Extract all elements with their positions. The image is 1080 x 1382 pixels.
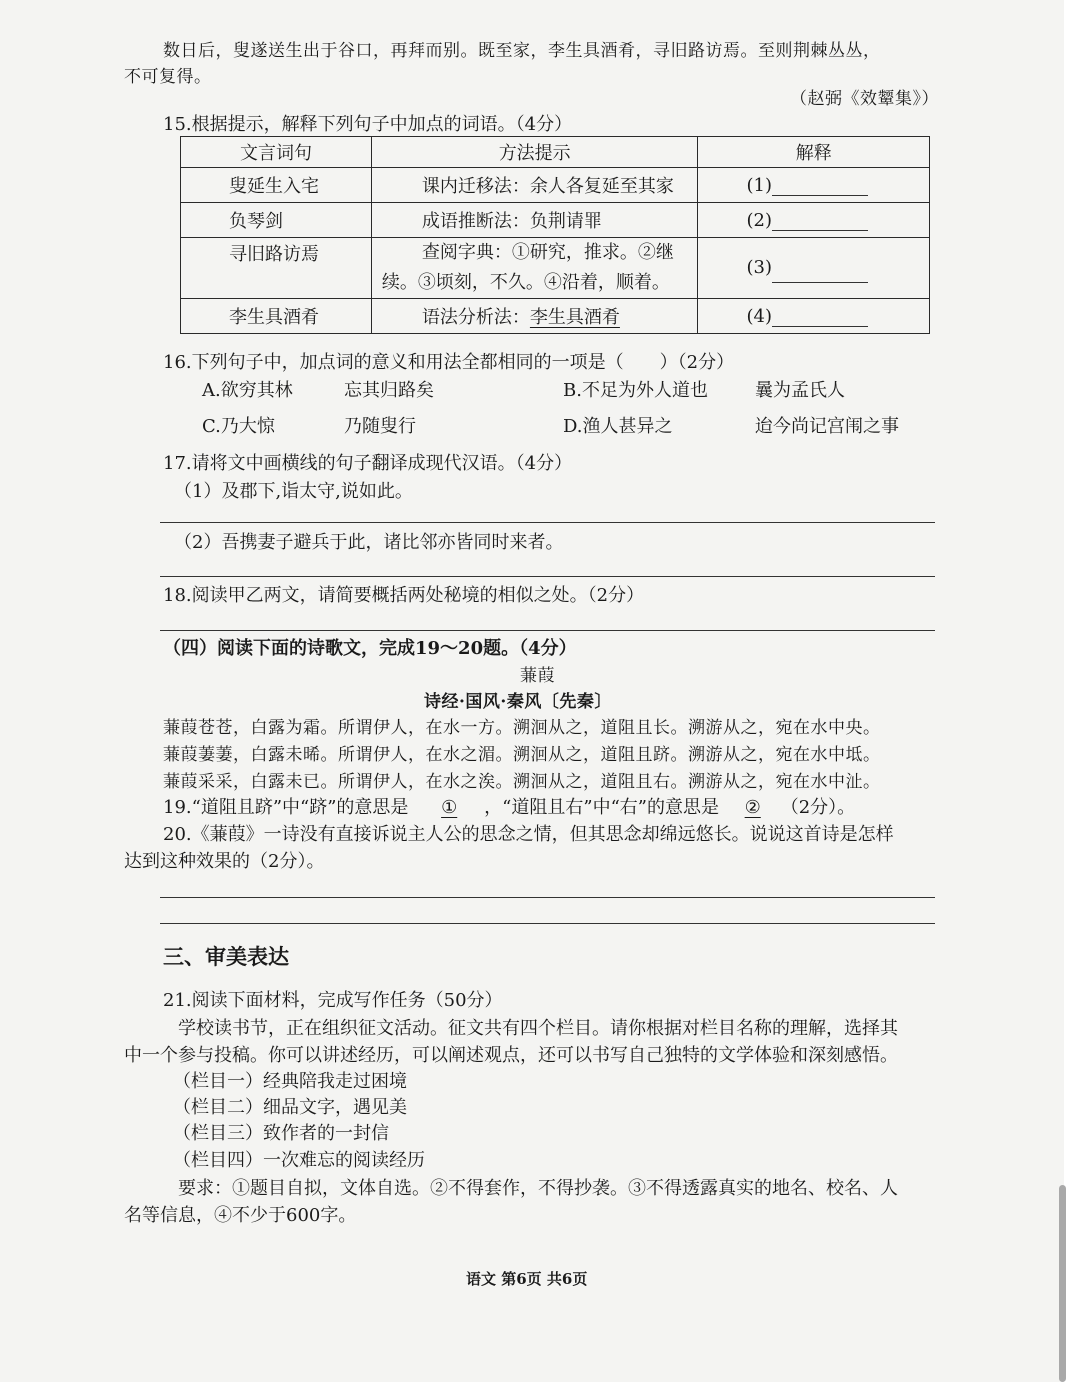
q16-option-d1[interactable]: D.渔人甚异之 <box>563 416 673 437</box>
answer-cell[interactable] <box>698 168 930 203</box>
poem-line-3: 蒹葭采采，白露未已。所谓伊人，在水之涘。溯洄从之，道阻且右。溯游从之，宛在水中沚。 <box>163 772 881 792</box>
q17-sentence-2: （2）吾携妻子避兵于此，诸比邻亦皆同时来者。 <box>174 532 564 553</box>
answer-line[interactable] <box>160 522 935 523</box>
q19-blank-1[interactable]: ① <box>441 797 458 818</box>
requirements-line-2: 名等信息，④不少于600字。 <box>124 1205 357 1226</box>
q16-prompt: 16.下列句子中，加点词的意义和用法全都相同的一项是（ ）（2分） <box>163 352 735 373</box>
page-footer: 语文 第6页 共6页 <box>466 1270 588 1288</box>
q17-sentence-1: （1）及郡下,诣太守,说如此。 <box>174 481 413 502</box>
answer-blank[interactable] <box>772 308 868 327</box>
q19-prompt <box>163 797 855 819</box>
q16-option-b1[interactable]: B.不足为外人道也 <box>563 380 708 401</box>
column-4: （栏目四）一次难忘的阅读经历 <box>173 1150 425 1171</box>
phrase-cell: 寻旧路访焉 <box>181 238 372 299</box>
passage-line-2: 不可复得。 <box>124 67 212 87</box>
answer-cell[interactable] <box>698 299 930 334</box>
q19-part-3: （2分）。 <box>780 797 856 818</box>
scrollbar-track[interactable] <box>1064 0 1080 1382</box>
section4-heading: （四）阅读下面的诗歌文，完成19～20题。（4分） <box>163 638 577 659</box>
phrase-cell: 李生具酒肴 <box>181 299 372 334</box>
q16-option-c1[interactable]: C.乃大惊 <box>202 416 275 437</box>
requirements-line-1: 要求：①题目自拟，文体自选。②不得套作，不得抄袭。③不得透露真实的地名、校名、人 <box>178 1178 898 1199</box>
poem-title: 蒹葭 <box>520 666 555 686</box>
q18-prompt: 18.阅读甲乙两文，请简要概括两处秘境的相似之处。（2分） <box>163 585 645 606</box>
section3-heading: 三、审美表达 <box>163 944 289 969</box>
q15-table <box>180 136 930 334</box>
phrase-cell <box>181 168 372 203</box>
answer-line[interactable] <box>160 576 935 577</box>
q16-option-c2: 乃随叟行 <box>344 416 416 437</box>
scrollbar-thumb[interactable] <box>1059 1185 1066 1382</box>
answer-line[interactable] <box>160 630 935 631</box>
header-answer: 解释 <box>698 137 930 168</box>
poem-line-1: 蒹葭苍苍，白露为霜。所谓伊人，在水一方。溯洄从之，道阻且长。溯游从之，宛在水中央。 <box>163 718 881 738</box>
answer-number: (1) <box>746 174 772 196</box>
q19-blank-2[interactable]: ② <box>744 797 761 818</box>
column-3: （栏目三）致作者的一封信 <box>173 1123 389 1144</box>
q17-prompt: 17.请将文中画横线的句子翻译成现代汉语。（4分） <box>163 453 573 474</box>
table-header-row <box>181 137 930 168</box>
hint-cell <box>371 299 698 334</box>
q16-option-a2: 忘其归路矣 <box>344 380 434 401</box>
answer-number: (3) <box>746 257 772 278</box>
answer-cell[interactable] <box>698 203 930 238</box>
hint-line-1: 查阅字典：①研究，推求。②继 <box>421 242 674 263</box>
phrase-cell: 负琴剑 <box>181 203 372 238</box>
passage-source: （赵弼《效颦集》） <box>790 89 939 109</box>
hint-underlined: 李生具酒肴 <box>529 307 620 328</box>
q19-part-1: 19.“道阻且跻”中“跻”的意思是 <box>163 797 409 818</box>
table-row <box>181 168 930 203</box>
header-phrase: 文言词句 <box>181 137 372 168</box>
hint-prefix: 语法分析法： <box>421 307 530 328</box>
phrase-text: 叟延生入宅 <box>229 176 319 197</box>
answer-number: (2) <box>746 209 772 231</box>
q19-part-2: ，“道阻且右”中“右”的意思是 <box>484 797 719 818</box>
q21-prompt: 21.阅读下面材料，完成写作任务（50分） <box>163 990 503 1011</box>
q21-paragraph-2: 中一个参与投稿。你可以讲述经历，可以阐述观点，还可以书写自己独特的文学体验和深刻感悟。 <box>124 1045 898 1066</box>
answer-blank[interactable] <box>772 212 868 231</box>
q20-line-1: 20.《蒹葭》一诗没有直接诉说主人公的思念之情，但其思念却绵远悠长。说说这首诗是怎样 <box>163 824 894 845</box>
q21-paragraph-1: 学校读书节，正在组织征文活动。征文共有四个栏目。请你根据对栏目名称的理解，选择其 <box>178 1018 898 1039</box>
answer-cell[interactable] <box>698 238 930 299</box>
answer-line[interactable] <box>160 897 935 898</box>
q16-option-d2: 迨今尚记宫闱之事 <box>755 416 899 437</box>
table-row <box>181 238 930 299</box>
hint-cell: 成语推断法：负荆请罪 <box>371 203 698 238</box>
answer-number: (4) <box>746 305 772 327</box>
hint-cell: 课内迁移法：余人各复延至其家 <box>371 168 698 203</box>
answer-blank[interactable] <box>772 177 868 196</box>
answer-blank[interactable] <box>772 264 868 283</box>
table-row <box>181 299 930 334</box>
table-row <box>181 203 930 238</box>
hint-line-2: 续。③顷刻，不久。④沿着，顺着。 <box>381 272 670 293</box>
q15-prompt: 15.根据提示，解释下列句子中加点的词语。（4分） <box>163 114 573 135</box>
q16-option-a1[interactable]: A.欲穷其林 <box>202 380 293 401</box>
passage-line-1: 数日后，叟遂送生出于谷口，再拜而别。既至家，李生具酒肴，寻旧路访焉。至则荆棘丛丛， <box>163 41 881 61</box>
poem-source: 诗经·国风·秦风〔先秦〕 <box>424 692 612 712</box>
q16-option-b2: 曩为孟氏人 <box>755 380 845 401</box>
hint-cell <box>371 238 698 299</box>
header-hint: 方法提示 <box>371 137 698 168</box>
column-2: （栏目二）细品文字，遇见美 <box>173 1097 407 1118</box>
q20-line-2: 达到这种效果的（2分）。 <box>124 851 325 872</box>
answer-line[interactable] <box>160 923 935 924</box>
column-1: （栏目一）经典陪我走过困境 <box>173 1071 407 1092</box>
poem-line-2: 蒹葭萋萋，白露未晞。所谓伊人，在水之湄。溯洄从之，道阻且跻。溯游从之，宛在水中坻。 <box>163 745 881 765</box>
